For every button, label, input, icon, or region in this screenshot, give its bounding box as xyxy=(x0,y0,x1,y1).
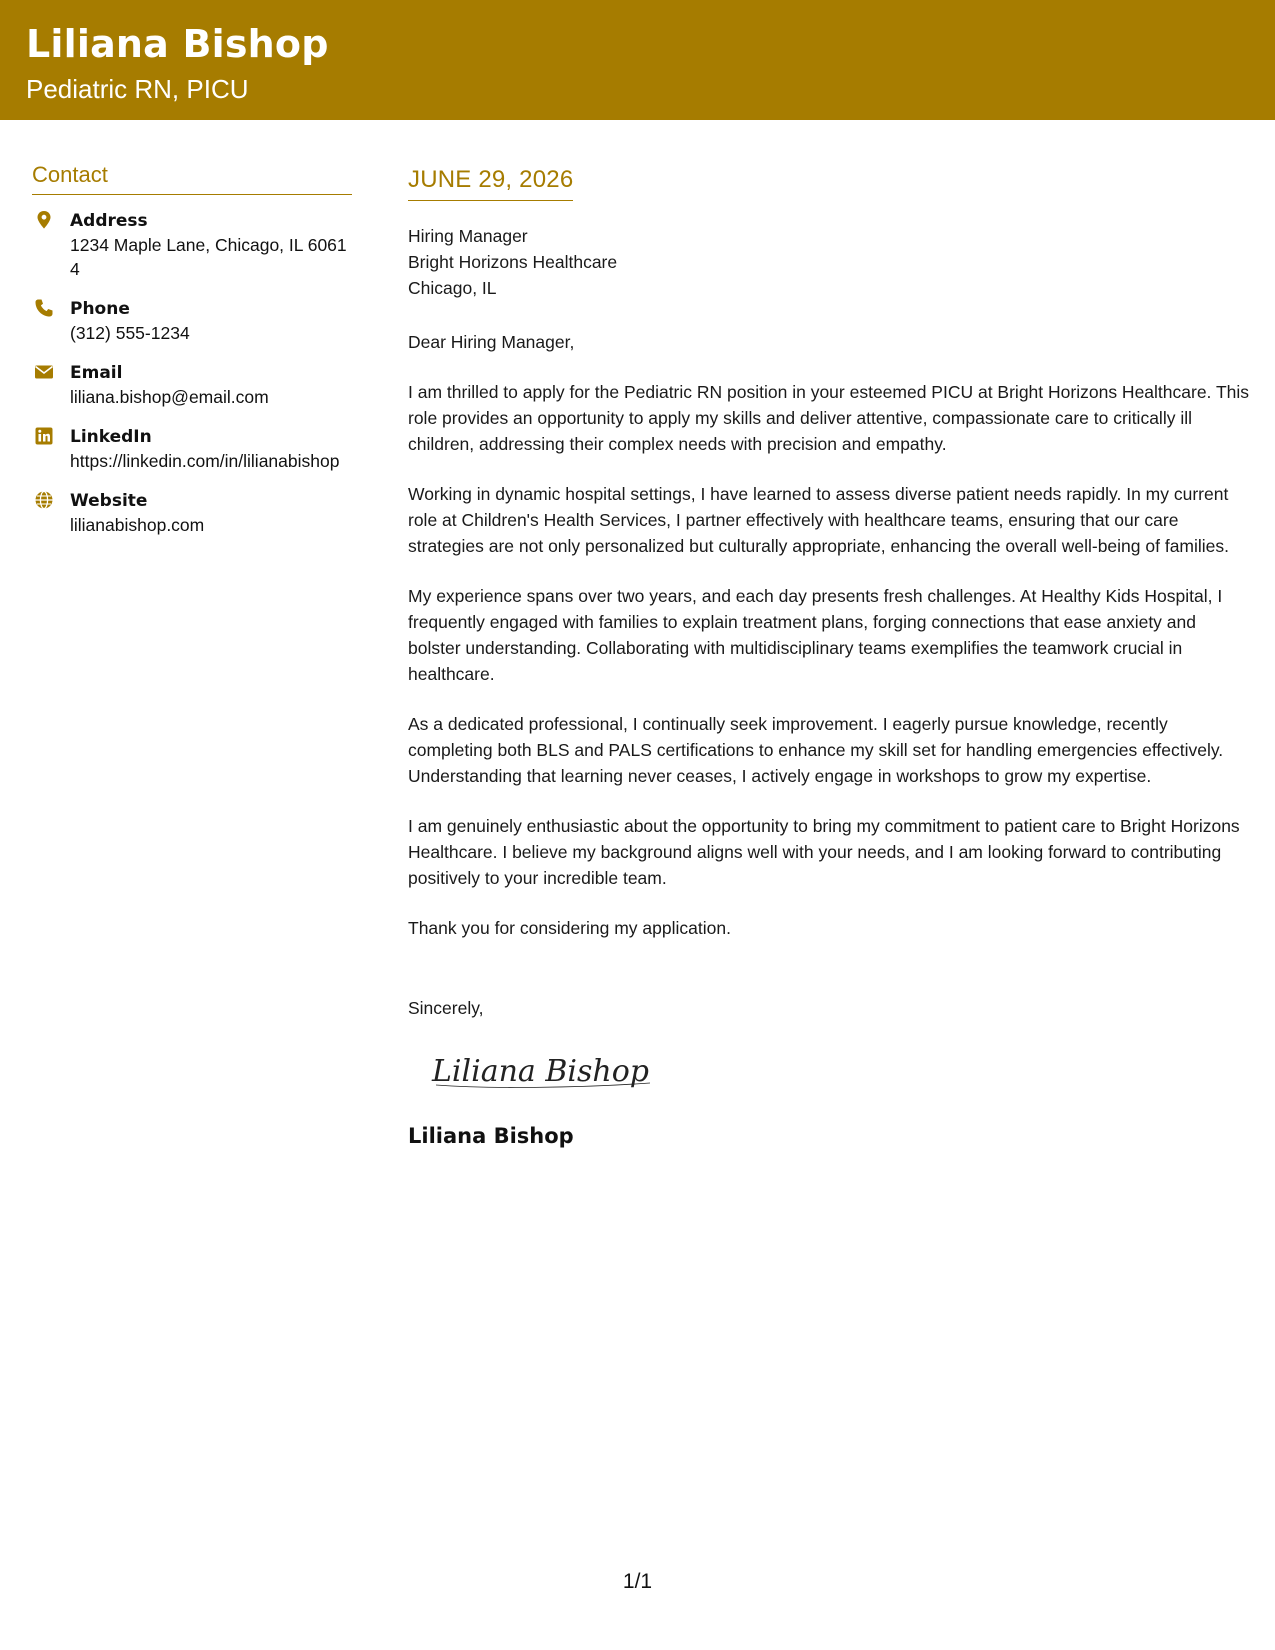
contact-item-website xyxy=(32,489,352,537)
address-value: 1234 Maple Lane, Chicago, IL 60614 xyxy=(70,235,347,279)
signed-name: Liliana Bishop xyxy=(408,1124,574,1148)
page-number: 1/1 xyxy=(622,1570,653,1593)
phone-value: (312) 555-1234 xyxy=(70,323,190,343)
contact-label: LinkedIn xyxy=(70,427,152,447)
cover-letter-body xyxy=(408,166,1250,1148)
letter-date: JUNE 29, 2026 xyxy=(408,166,573,201)
letter-paragraph: I am thrilled to apply for the Pediatric RN position in your esteemed PICU at Bright Horizons Healthcare. This role provides an opportunity to apply my skills and deliver attentive, compassionate care to critically ill children, addressing their complex needs with precision and empathy. xyxy=(408,382,1250,454)
letter-greeting: Dear Hiring Manager, xyxy=(408,332,575,352)
contact-item-linkedin xyxy=(32,425,352,473)
handwritten-signature xyxy=(428,1043,658,1099)
contact-label: Address xyxy=(70,211,148,231)
map-pin-icon xyxy=(34,210,54,230)
applicant-title: Pediatric RN, PICU xyxy=(26,74,249,104)
letter-paragraph: As a dedicated professional, I continually seek improvement. I eagerly pursue knowledge, recently completing both BLS and PALS certifications to enhance my skill set for handling emergencies effectively. Understanding that learning never ceases, I actively engage in workshops to grow my expertise. xyxy=(408,714,1224,786)
contact-section-title: Contact xyxy=(32,162,352,195)
letter-paragraph: I am genuinely enthusiastic about the opportunity to bring my commitment to patient care to Bright Horizons Healthcare. I believe my background aligns well with your needs, and I am looking forward to contributing positively to your incredible team. xyxy=(408,816,1240,888)
svg-text:Liliana Bishop: Liliana Bishop xyxy=(432,1054,649,1089)
contact-item-address xyxy=(32,209,352,281)
contact-item-phone xyxy=(32,297,352,345)
website-value: lilianabishop.com xyxy=(70,515,205,535)
recipient-line: Hiring Manager xyxy=(408,226,528,246)
contact-label: Phone xyxy=(70,299,130,319)
email-value: liliana.bishop@email.com xyxy=(70,387,269,407)
letter-closing: Sincerely, xyxy=(408,998,484,1018)
recipient-line: Chicago, IL xyxy=(408,278,497,298)
contact-label: Email xyxy=(70,363,123,383)
recipient-line: Bright Horizons Healthcare xyxy=(408,252,618,272)
letter-paragraph: Thank you for considering my application. xyxy=(408,918,731,938)
globe-icon xyxy=(34,490,54,510)
contact-item-email xyxy=(32,361,352,409)
contact-label: Website xyxy=(70,491,148,511)
contact-sidebar xyxy=(32,162,352,553)
letter-paragraph: My experience spans over two years, and each day presents fresh challenges. At Healthy Kids Hospital, I frequently engaged with families to explain treatment plans, forging connections that ease anxiety and bolster understanding. Collaborating with multidisciplinary teams exemplifies the teamwork crucial in healthcare. xyxy=(408,586,1223,684)
header-banner xyxy=(0,0,1275,120)
applicant-name: Liliana Bishop xyxy=(26,22,329,66)
envelope-icon xyxy=(34,362,54,382)
phone-icon xyxy=(34,298,54,318)
linkedin-icon xyxy=(34,426,54,446)
recipient-block xyxy=(408,223,1250,301)
letter-paragraph: Working in dynamic hospital settings, I have learned to assess diverse patient needs rapidly. In my current role at Children's Health Services, I partner effectively with healthcare teams, ensuring that our care strategies are not only personalized but culturally appropriate, enhancing the overall well-being of families. xyxy=(408,484,1230,556)
linkedin-value: https://linkedin.com/in/lilianabishop xyxy=(70,451,340,471)
